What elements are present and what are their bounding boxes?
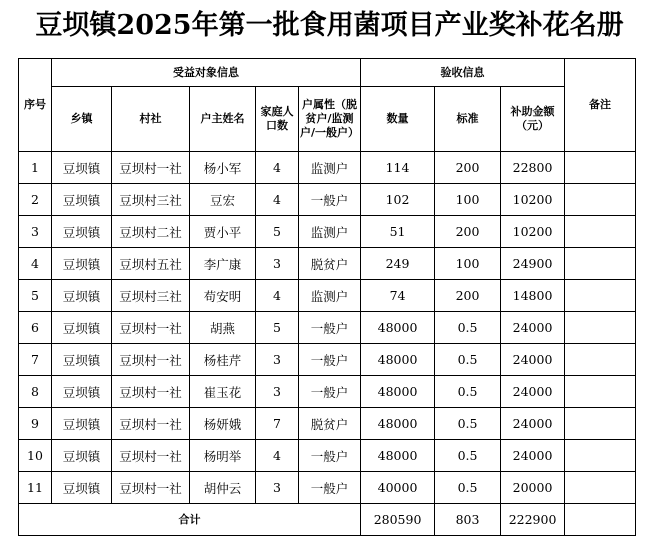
cell-village: 豆坝村一社	[112, 152, 190, 184]
header-village: 村社	[112, 87, 190, 152]
total-remark	[565, 504, 636, 536]
cell-people: 7	[256, 408, 299, 440]
cell-attr: 一般户	[299, 376, 361, 408]
table-row	[19, 280, 636, 312]
total-std: 803	[435, 504, 501, 536]
cell-attr: 一般户	[299, 440, 361, 472]
cell-std: 200	[435, 152, 501, 184]
cell-remark	[565, 472, 636, 504]
cell-seq: 2	[19, 184, 52, 216]
header-beneficiary-group: 受益对象信息	[52, 59, 361, 87]
cell-remark	[565, 152, 636, 184]
cell-seq: 4	[19, 248, 52, 280]
cell-qty: 74	[361, 280, 435, 312]
cell-amount: 20000	[501, 472, 565, 504]
cell-attr: 脱贫户	[299, 248, 361, 280]
cell-town: 豆坝镇	[52, 312, 112, 344]
cell-qty: 249	[361, 248, 435, 280]
cell-amount: 24000	[501, 312, 565, 344]
cell-std: 0.5	[435, 312, 501, 344]
cell-town: 豆坝镇	[52, 152, 112, 184]
page-title: 豆坝镇2025年第一批食用菌项目产业奖补花名册	[35, 10, 624, 41]
total-amount: 222900	[501, 504, 565, 536]
table-row	[19, 152, 636, 184]
cell-name: 豆宏	[190, 184, 256, 216]
cell-people: 5	[256, 312, 299, 344]
cell-people: 3	[256, 248, 299, 280]
cell-seq: 7	[19, 344, 52, 376]
cell-attr: 脱贫户	[299, 408, 361, 440]
cell-name: 胡仲云	[190, 472, 256, 504]
cell-village: 豆坝村三社	[112, 280, 190, 312]
cell-std: 0.5	[435, 408, 501, 440]
cell-qty: 102	[361, 184, 435, 216]
cell-amount: 14800	[501, 280, 565, 312]
cell-amount: 24900	[501, 248, 565, 280]
table-row	[19, 376, 636, 408]
cell-village: 豆坝村一社	[112, 472, 190, 504]
cell-remark	[565, 440, 636, 472]
cell-attr: 监测户	[299, 216, 361, 248]
cell-remark	[565, 216, 636, 248]
cell-seq: 8	[19, 376, 52, 408]
cell-name: 杨桂芹	[190, 344, 256, 376]
cell-attr: 一般户	[299, 312, 361, 344]
cell-people: 3	[256, 472, 299, 504]
cell-name: 李广康	[190, 248, 256, 280]
cell-attr: 一般户	[299, 344, 361, 376]
header-subsidy: 补助金额（元）	[501, 87, 565, 152]
cell-qty: 48000	[361, 344, 435, 376]
table-row	[19, 408, 636, 440]
header-family-count: 家庭人口数	[256, 87, 299, 152]
cell-people: 5	[256, 216, 299, 248]
table-row	[19, 248, 636, 280]
cell-attr: 监测户	[299, 280, 361, 312]
header-seq: 序号	[19, 59, 52, 152]
cell-qty: 40000	[361, 472, 435, 504]
cell-seq: 6	[19, 312, 52, 344]
cell-village: 豆坝村一社	[112, 408, 190, 440]
cell-seq: 9	[19, 408, 52, 440]
cell-remark	[565, 312, 636, 344]
cell-town: 豆坝镇	[52, 184, 112, 216]
roster-table	[18, 58, 636, 536]
header-standard: 标准	[435, 87, 501, 152]
cell-town: 豆坝镇	[52, 344, 112, 376]
cell-amount: 10200	[501, 216, 565, 248]
cell-qty: 51	[361, 216, 435, 248]
cell-village: 豆坝村五社	[112, 248, 190, 280]
cell-town: 豆坝镇	[52, 248, 112, 280]
cell-std: 0.5	[435, 472, 501, 504]
cell-remark	[565, 376, 636, 408]
cell-attr: 一般户	[299, 184, 361, 216]
cell-seq: 11	[19, 472, 52, 504]
cell-amount: 24000	[501, 440, 565, 472]
cell-people: 4	[256, 280, 299, 312]
cell-village: 豆坝村一社	[112, 440, 190, 472]
cell-attr: 一般户	[299, 472, 361, 504]
cell-name: 杨明举	[190, 440, 256, 472]
total-label: 合计	[19, 504, 361, 536]
cell-remark	[565, 344, 636, 376]
cell-amount: 24000	[501, 376, 565, 408]
cell-qty: 48000	[361, 376, 435, 408]
table-row	[19, 184, 636, 216]
header-remark: 备注	[565, 59, 636, 152]
cell-name: 杨妍娥	[190, 408, 256, 440]
cell-name: 胡燕	[190, 312, 256, 344]
cell-qty: 48000	[361, 408, 435, 440]
cell-remark	[565, 184, 636, 216]
cell-town: 豆坝镇	[52, 440, 112, 472]
cell-town: 豆坝镇	[52, 376, 112, 408]
cell-town: 豆坝镇	[52, 216, 112, 248]
cell-seq: 5	[19, 280, 52, 312]
cell-town: 豆坝镇	[52, 408, 112, 440]
header-attribute: 户属性（脱贫户/监测户/一般户）	[299, 87, 361, 152]
cell-village: 豆坝村二社	[112, 216, 190, 248]
cell-people: 3	[256, 344, 299, 376]
table-row	[19, 312, 636, 344]
cell-std: 0.5	[435, 440, 501, 472]
header-householder: 户主姓名	[190, 87, 256, 152]
cell-std: 0.5	[435, 376, 501, 408]
cell-std: 0.5	[435, 344, 501, 376]
cell-qty: 48000	[361, 312, 435, 344]
cell-name: 崔玉花	[190, 376, 256, 408]
cell-amount: 24000	[501, 408, 565, 440]
cell-town: 豆坝镇	[52, 280, 112, 312]
cell-village: 豆坝村三社	[112, 184, 190, 216]
cell-amount: 24000	[501, 344, 565, 376]
cell-attr: 监测户	[299, 152, 361, 184]
cell-people: 4	[256, 440, 299, 472]
table-row	[19, 440, 636, 472]
total-row	[19, 504, 636, 536]
cell-amount: 22800	[501, 152, 565, 184]
cell-remark	[565, 408, 636, 440]
cell-amount: 10200	[501, 184, 565, 216]
cell-people: 3	[256, 376, 299, 408]
cell-qty: 114	[361, 152, 435, 184]
cell-remark	[565, 248, 636, 280]
cell-town: 豆坝镇	[52, 472, 112, 504]
header-town: 乡镇	[52, 87, 112, 152]
header-acceptance-group: 验收信息	[361, 59, 565, 87]
cell-name: 杨小军	[190, 152, 256, 184]
table-row	[19, 344, 636, 376]
total-qty: 280590	[361, 504, 435, 536]
cell-seq: 3	[19, 216, 52, 248]
cell-std: 200	[435, 216, 501, 248]
cell-name: 苟安明	[190, 280, 256, 312]
cell-village: 豆坝村一社	[112, 312, 190, 344]
cell-std: 100	[435, 184, 501, 216]
table-row	[19, 472, 636, 504]
cell-std: 200	[435, 280, 501, 312]
cell-remark	[565, 280, 636, 312]
cell-name: 贾小平	[190, 216, 256, 248]
header-quantity: 数量	[361, 87, 435, 152]
table-row	[19, 216, 636, 248]
cell-people: 4	[256, 184, 299, 216]
cell-village: 豆坝村一社	[112, 344, 190, 376]
cell-std: 100	[435, 248, 501, 280]
cell-people: 4	[256, 152, 299, 184]
cell-village: 豆坝村一社	[112, 376, 190, 408]
cell-seq: 1	[19, 152, 52, 184]
cell-qty: 48000	[361, 440, 435, 472]
cell-seq: 10	[19, 440, 52, 472]
